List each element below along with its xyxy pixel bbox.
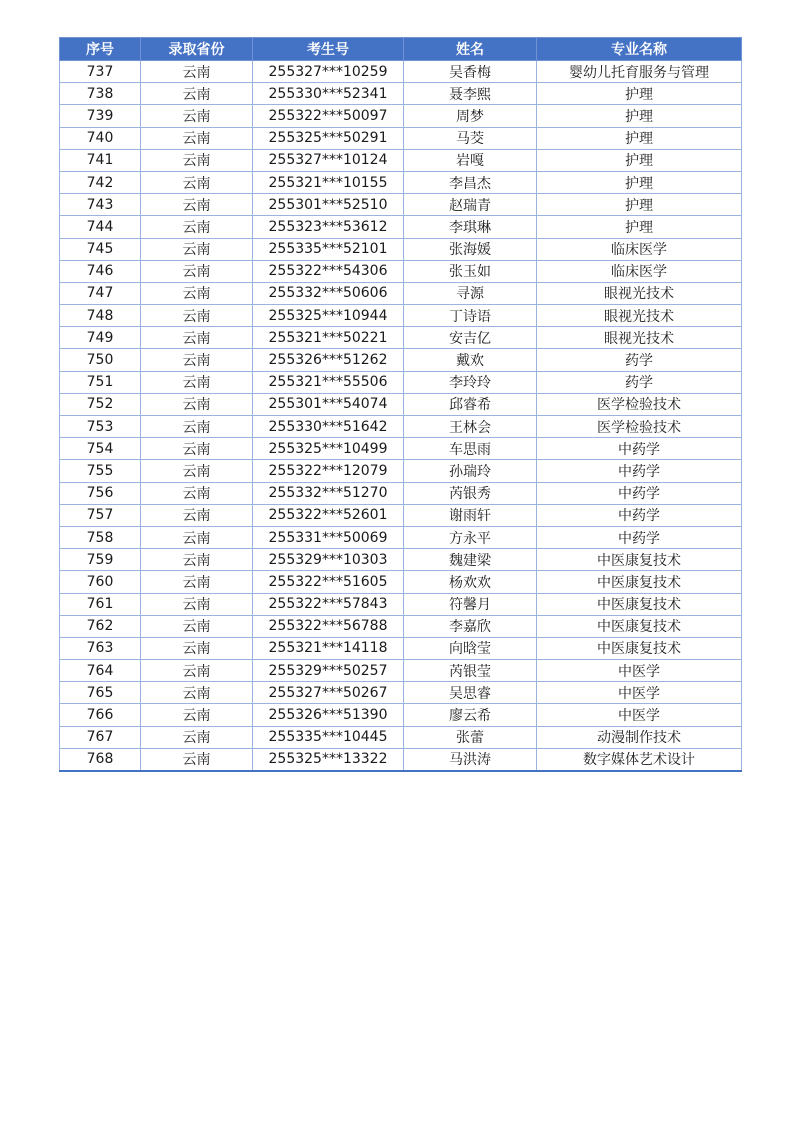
cell-province: 云南	[141, 748, 253, 771]
cell-serial-number: 748	[60, 305, 141, 327]
cell-major: 中药学	[537, 526, 742, 548]
cell-serial-number: 767	[60, 726, 141, 748]
cell-name: 张海媛	[404, 238, 537, 260]
cell-serial-number: 757	[60, 504, 141, 526]
cell-candidate-number: 255327***10259	[253, 61, 404, 83]
header-province: 录取省份	[141, 38, 253, 61]
cell-serial-number: 760	[60, 571, 141, 593]
cell-province: 云南	[141, 726, 253, 748]
cell-serial-number: 766	[60, 704, 141, 726]
cell-province: 云南	[141, 127, 253, 149]
cell-candidate-number: 255322***50097	[253, 105, 404, 127]
cell-candidate-number: 255322***57843	[253, 593, 404, 615]
cell-major: 医学检验技术	[537, 416, 742, 438]
table-row	[60, 704, 742, 726]
table-row	[60, 105, 742, 127]
table-row	[60, 83, 742, 105]
admission-list-table	[59, 37, 742, 772]
cell-province: 云南	[141, 260, 253, 282]
cell-candidate-number: 255325***50291	[253, 127, 404, 149]
cell-serial-number: 752	[60, 393, 141, 415]
cell-name: 寻源	[404, 282, 537, 304]
cell-major: 护理	[537, 83, 742, 105]
cell-province: 云南	[141, 83, 253, 105]
cell-candidate-number: 255327***50267	[253, 682, 404, 704]
cell-major: 护理	[537, 127, 742, 149]
cell-major: 婴幼儿托育服务与管理	[537, 61, 742, 83]
table-row	[60, 149, 742, 171]
cell-candidate-number: 255321***10155	[253, 171, 404, 193]
cell-name: 岩嘎	[404, 149, 537, 171]
header-name: 姓名	[404, 38, 537, 61]
cell-name: 赵瑞青	[404, 194, 537, 216]
cell-province: 云南	[141, 438, 253, 460]
cell-name: 谢雨轩	[404, 504, 537, 526]
cell-major: 中医康复技术	[537, 571, 742, 593]
table-row	[60, 393, 742, 415]
cell-name: 李嘉欣	[404, 615, 537, 637]
cell-candidate-number: 255329***50257	[253, 660, 404, 682]
cell-name: 戴欢	[404, 349, 537, 371]
cell-province: 云南	[141, 305, 253, 327]
cell-province: 云南	[141, 371, 253, 393]
cell-serial-number: 746	[60, 260, 141, 282]
cell-major: 医学检验技术	[537, 393, 742, 415]
cell-major: 数字媒体艺术设计	[537, 748, 742, 771]
cell-name: 丁诗语	[404, 305, 537, 327]
table-row	[60, 726, 742, 748]
table-row	[60, 216, 742, 238]
cell-major: 药学	[537, 371, 742, 393]
cell-candidate-number: 255323***53612	[253, 216, 404, 238]
cell-candidate-number: 255329***10303	[253, 549, 404, 571]
table-row	[60, 127, 742, 149]
table-row	[60, 61, 742, 83]
cell-name: 车思雨	[404, 438, 537, 460]
cell-serial-number: 751	[60, 371, 141, 393]
header-major: 专业名称	[537, 38, 742, 61]
cell-serial-number: 737	[60, 61, 141, 83]
cell-candidate-number: 255332***51270	[253, 482, 404, 504]
cell-serial-number: 768	[60, 748, 141, 771]
cell-province: 云南	[141, 282, 253, 304]
cell-serial-number: 749	[60, 327, 141, 349]
cell-name: 安吉亿	[404, 327, 537, 349]
cell-candidate-number: 255335***10445	[253, 726, 404, 748]
cell-name: 马茭	[404, 127, 537, 149]
cell-serial-number: 747	[60, 282, 141, 304]
table-row	[60, 637, 742, 659]
table-row	[60, 438, 742, 460]
cell-name: 张蕾	[404, 726, 537, 748]
cell-province: 云南	[141, 549, 253, 571]
cell-candidate-number: 255321***14118	[253, 637, 404, 659]
cell-province: 云南	[141, 149, 253, 171]
table-row	[60, 349, 742, 371]
cell-serial-number: 738	[60, 83, 141, 105]
cell-serial-number: 740	[60, 127, 141, 149]
cell-name: 李昌杰	[404, 171, 537, 193]
cell-major: 中医学	[537, 660, 742, 682]
cell-candidate-number: 255301***52510	[253, 194, 404, 216]
table-row	[60, 615, 742, 637]
cell-name: 芮银秀	[404, 482, 537, 504]
cell-name: 李玲玲	[404, 371, 537, 393]
table-row	[60, 504, 742, 526]
cell-candidate-number: 255325***13322	[253, 748, 404, 771]
cell-name: 孙瑞玲	[404, 460, 537, 482]
cell-province: 云南	[141, 194, 253, 216]
table-row	[60, 305, 742, 327]
header-serial-number: 序号	[60, 38, 141, 61]
cell-name: 周梦	[404, 105, 537, 127]
cell-candidate-number: 255330***51642	[253, 416, 404, 438]
cell-candidate-number: 255335***52101	[253, 238, 404, 260]
cell-major: 护理	[537, 216, 742, 238]
cell-name: 芮银莹	[404, 660, 537, 682]
cell-province: 云南	[141, 704, 253, 726]
cell-name: 聂李熙	[404, 83, 537, 105]
cell-name: 吴香梅	[404, 61, 537, 83]
cell-serial-number: 758	[60, 526, 141, 548]
cell-candidate-number: 255325***10499	[253, 438, 404, 460]
cell-name: 王林会	[404, 416, 537, 438]
cell-major: 中医康复技术	[537, 637, 742, 659]
cell-province: 云南	[141, 526, 253, 548]
table-row	[60, 171, 742, 193]
cell-major: 临床医学	[537, 238, 742, 260]
table-row	[60, 371, 742, 393]
cell-candidate-number: 255322***52601	[253, 504, 404, 526]
cell-serial-number: 754	[60, 438, 141, 460]
table-row	[60, 571, 742, 593]
cell-province: 云南	[141, 482, 253, 504]
table-row	[60, 194, 742, 216]
table-row	[60, 682, 742, 704]
cell-major: 护理	[537, 105, 742, 127]
cell-major: 中药学	[537, 504, 742, 526]
cell-province: 云南	[141, 61, 253, 83]
cell-province: 云南	[141, 105, 253, 127]
cell-province: 云南	[141, 416, 253, 438]
cell-major: 动漫制作技术	[537, 726, 742, 748]
cell-major: 眼视光技术	[537, 327, 742, 349]
cell-major: 中药学	[537, 482, 742, 504]
table-row	[60, 282, 742, 304]
cell-major: 护理	[537, 149, 742, 171]
cell-candidate-number: 255326***51262	[253, 349, 404, 371]
cell-name: 李琪琳	[404, 216, 537, 238]
cell-serial-number: 765	[60, 682, 141, 704]
cell-candidate-number: 255332***50606	[253, 282, 404, 304]
cell-major: 护理	[537, 194, 742, 216]
cell-province: 云南	[141, 593, 253, 615]
cell-name: 廖云希	[404, 704, 537, 726]
cell-province: 云南	[141, 637, 253, 659]
cell-candidate-number: 255322***56788	[253, 615, 404, 637]
cell-serial-number: 739	[60, 105, 141, 127]
cell-serial-number: 741	[60, 149, 141, 171]
cell-province: 云南	[141, 460, 253, 482]
cell-major: 眼视光技术	[537, 305, 742, 327]
cell-province: 云南	[141, 682, 253, 704]
cell-province: 云南	[141, 171, 253, 193]
cell-candidate-number: 255331***50069	[253, 526, 404, 548]
cell-major: 中医康复技术	[537, 549, 742, 571]
cell-candidate-number: 255322***54306	[253, 260, 404, 282]
cell-major: 中药学	[537, 438, 742, 460]
cell-province: 云南	[141, 216, 253, 238]
table-row	[60, 416, 742, 438]
cell-major: 临床医学	[537, 260, 742, 282]
cell-major: 中药学	[537, 460, 742, 482]
table-body	[60, 61, 742, 772]
table-row	[60, 460, 742, 482]
cell-province: 云南	[141, 238, 253, 260]
cell-candidate-number: 255321***50221	[253, 327, 404, 349]
header-candidate-number: 考生号	[253, 38, 404, 61]
cell-serial-number: 756	[60, 482, 141, 504]
cell-major: 中医学	[537, 704, 742, 726]
cell-major: 护理	[537, 171, 742, 193]
cell-name: 向晗莹	[404, 637, 537, 659]
cell-major: 中医学	[537, 682, 742, 704]
cell-province: 云南	[141, 504, 253, 526]
cell-candidate-number: 255330***52341	[253, 83, 404, 105]
cell-name: 张玉如	[404, 260, 537, 282]
cell-major: 眼视光技术	[537, 282, 742, 304]
cell-candidate-number: 255322***12079	[253, 460, 404, 482]
cell-serial-number: 750	[60, 349, 141, 371]
cell-serial-number: 753	[60, 416, 141, 438]
cell-serial-number: 745	[60, 238, 141, 260]
cell-major: 中医康复技术	[537, 593, 742, 615]
cell-serial-number: 762	[60, 615, 141, 637]
table-row	[60, 660, 742, 682]
cell-serial-number: 744	[60, 216, 141, 238]
cell-province: 云南	[141, 393, 253, 415]
cell-name: 杨欢欢	[404, 571, 537, 593]
table-row	[60, 593, 742, 615]
cell-candidate-number: 255326***51390	[253, 704, 404, 726]
cell-serial-number: 764	[60, 660, 141, 682]
table-header-row	[60, 38, 742, 61]
cell-candidate-number: 255322***51605	[253, 571, 404, 593]
table-row	[60, 260, 742, 282]
cell-province: 云南	[141, 571, 253, 593]
table-row	[60, 549, 742, 571]
cell-serial-number: 755	[60, 460, 141, 482]
cell-name: 邱睿希	[404, 393, 537, 415]
table-row	[60, 526, 742, 548]
cell-candidate-number: 255301***54074	[253, 393, 404, 415]
table-row	[60, 482, 742, 504]
cell-name: 方永平	[404, 526, 537, 548]
cell-serial-number: 761	[60, 593, 141, 615]
cell-name: 吴思睿	[404, 682, 537, 704]
cell-province: 云南	[141, 660, 253, 682]
table-row	[60, 327, 742, 349]
cell-name: 马洪涛	[404, 748, 537, 771]
cell-serial-number: 759	[60, 549, 141, 571]
cell-serial-number: 763	[60, 637, 141, 659]
cell-name: 魏建梁	[404, 549, 537, 571]
cell-name: 符馨月	[404, 593, 537, 615]
cell-province: 云南	[141, 615, 253, 637]
cell-candidate-number: 255327***10124	[253, 149, 404, 171]
cell-candidate-number: 255325***10944	[253, 305, 404, 327]
cell-serial-number: 743	[60, 194, 141, 216]
table-row	[60, 238, 742, 260]
cell-serial-number: 742	[60, 171, 141, 193]
cell-province: 云南	[141, 349, 253, 371]
cell-major: 中医康复技术	[537, 615, 742, 637]
cell-candidate-number: 255321***55506	[253, 371, 404, 393]
cell-province: 云南	[141, 327, 253, 349]
cell-major: 药学	[537, 349, 742, 371]
table-row	[60, 748, 742, 771]
